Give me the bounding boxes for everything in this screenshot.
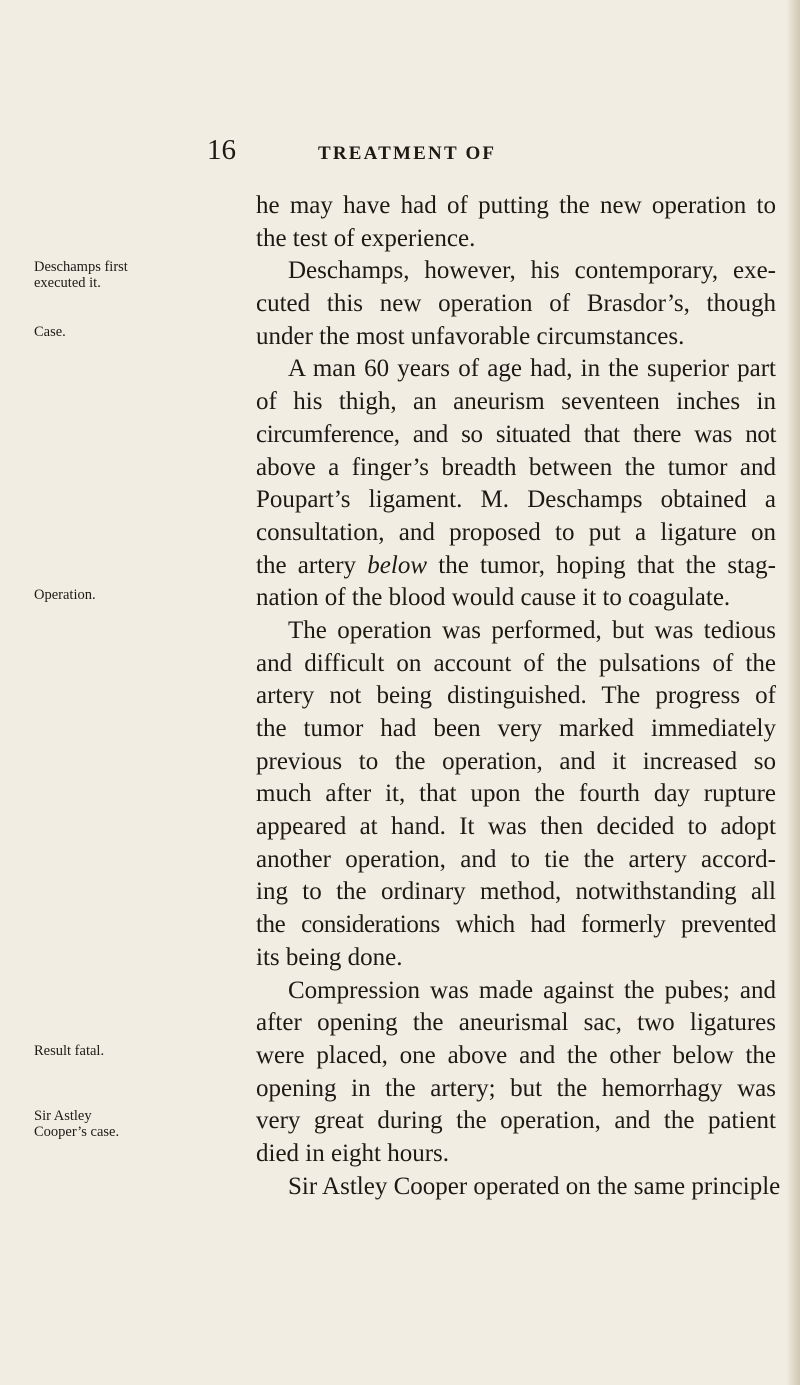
text-line: [256, 550, 776, 583]
text-line: were placed, one above and the other below the: [256, 1041, 776, 1069]
text-line: The operation was performed, but was tedious: [288, 616, 776, 644]
sidenote-coopers-case: [34, 1124, 156, 1140]
text-line: another operation, and to tie the artery accord-: [256, 845, 776, 873]
sidenote-line: executed it.: [34, 275, 101, 291]
text-line: artery not being distinguished. The progress of: [256, 682, 776, 710]
sidenote-line: Result fatal.: [34, 1043, 105, 1059]
text-line: under the most unfavorable circumstances.: [256, 322, 685, 350]
body-text: [256, 190, 781, 1203]
sidenote-line: Case.: [34, 324, 66, 340]
sidenote-deschamps-first: [34, 259, 156, 275]
text-line: very great during the operation, and the patient: [256, 1107, 776, 1135]
text-line: Sir Astley Cooper operated on the same principle: [288, 1172, 781, 1200]
text-line: the tumor had been very marked immediately: [256, 715, 776, 742]
text-segment: the artery: [256, 551, 357, 579]
sidenote-operation: [34, 587, 156, 603]
text-line: and difficult on account of the pulsations of the: [256, 649, 776, 677]
text-line: he may have had of putting the new operation to: [256, 192, 776, 219]
sidenote-line: Sir Astley: [34, 1108, 92, 1124]
running-head-title: TREATMENT OF: [318, 143, 497, 164]
text-line: circumference, and so situated that there was not: [256, 420, 776, 448]
text-line: previous to the operation, and it increased so: [256, 747, 776, 775]
running-head: [0, 132, 800, 172]
text-line: opening in the artery; but the hemorrhagy was: [256, 1074, 776, 1102]
text-line: its being done.: [256, 943, 403, 971]
text-line: above a finger’s breadth between the tumor and: [256, 453, 776, 481]
sidenote-line: Cooper’s case.: [34, 1124, 120, 1140]
text-segment: the tumor, hoping that the stag-: [438, 551, 776, 579]
text-line: nation of the blood would cause it to coagulate.: [256, 584, 731, 612]
text-line: much after it, that upon the fourth day rupture: [256, 780, 776, 808]
text-line: cuted this new operation of Brasdor’s, though: [256, 290, 776, 318]
text-line: the test of experience.: [256, 224, 476, 252]
text-line: A man 60 years of age had, in the superior part: [288, 355, 776, 383]
text-line: ing to the ordinary method, notwithstanding all: [256, 878, 776, 906]
text-line: of his thigh, an aneurism seventeen inches in: [256, 388, 776, 416]
sidenote-line: Deschamps first: [34, 259, 128, 275]
page-number: 16: [207, 134, 236, 166]
text-line: the considerations which had formerly prevented: [256, 911, 776, 939]
text-line: after opening the aneurismal sac, two ligatures: [256, 1009, 776, 1037]
sidenote-line: Operation.: [34, 587, 96, 603]
text-line: Compression was made against the pubes; and: [288, 976, 776, 1004]
text-line: Poupart’s ligament. M. Deschamps obtained a: [256, 486, 776, 514]
sidenote-result-fatal: [34, 1043, 156, 1059]
sidenote-sir-astley: [34, 1108, 156, 1124]
italic-word-below: below: [367, 551, 428, 579]
sidenote-executed-it: [34, 275, 156, 291]
sidenote-case: [34, 324, 156, 340]
text-line: Deschamps, however, his contemporary, exe-: [288, 257, 776, 285]
page-edge-shadow: [786, 0, 800, 1385]
text-line: appeared at hand. It was then decided to adopt: [256, 813, 776, 841]
text-line: consultation, and proposed to put a ligature on: [256, 518, 776, 546]
text-line: died in eight hours.: [256, 1139, 450, 1167]
